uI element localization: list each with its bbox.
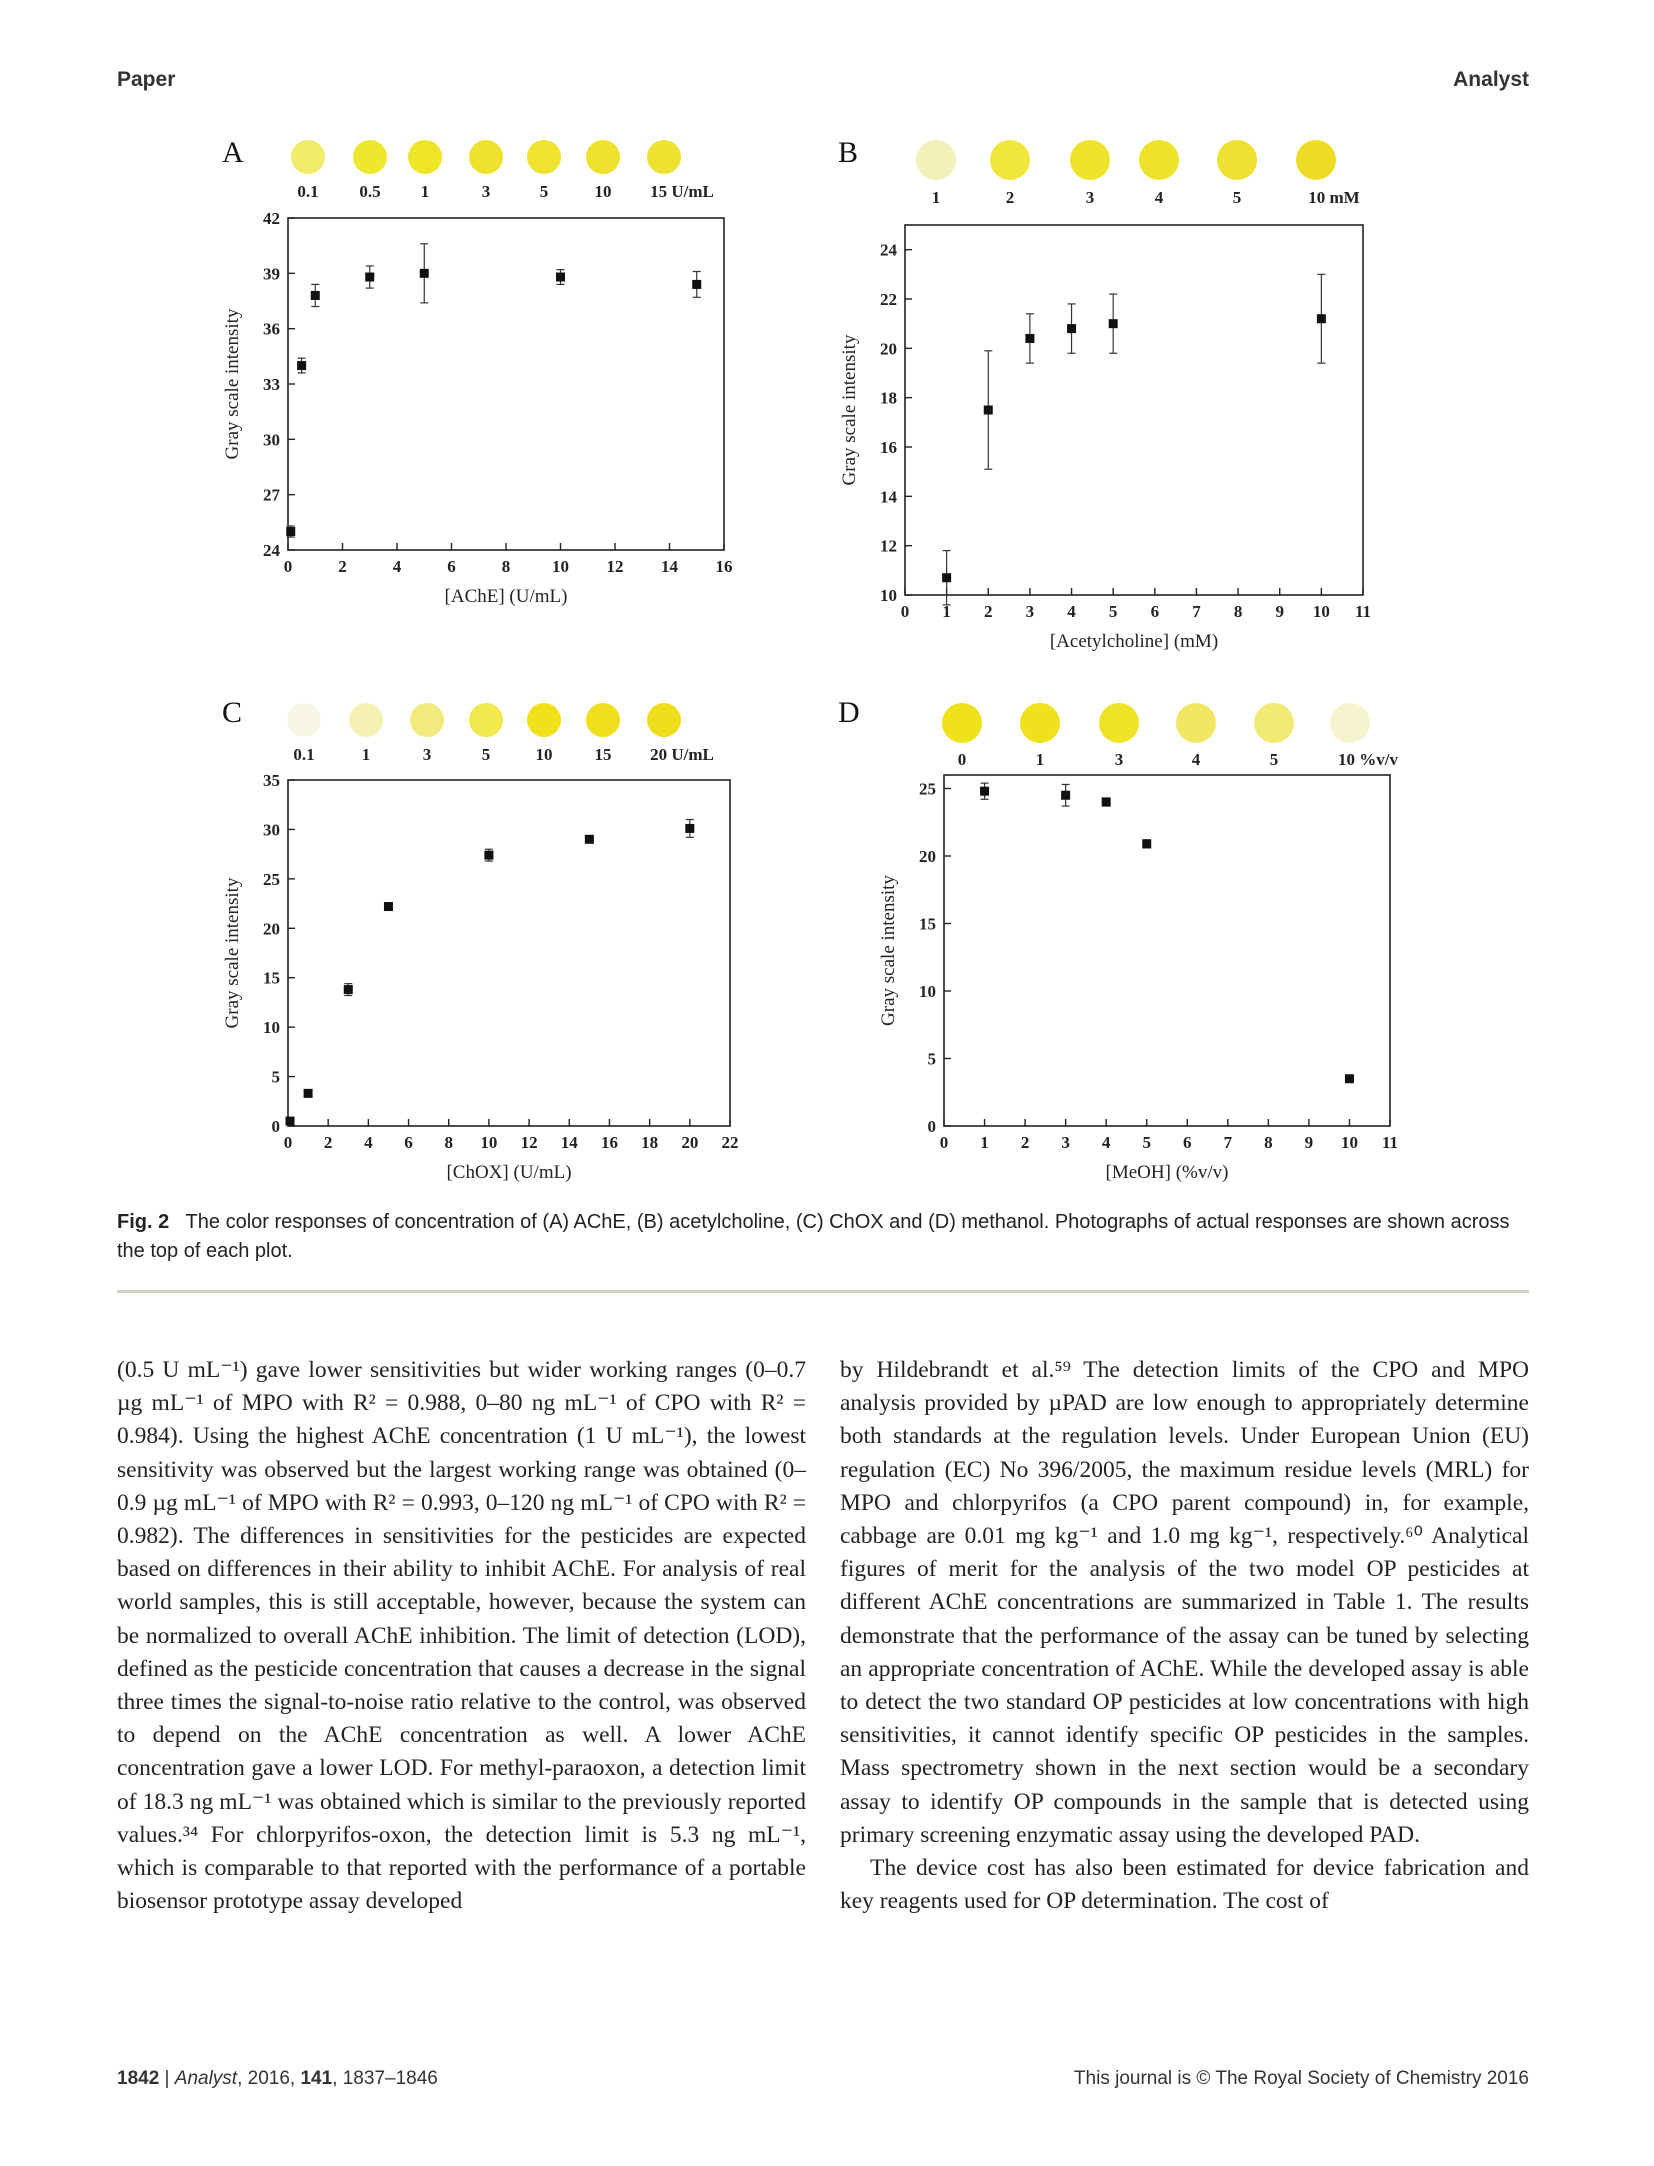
- x-tick-label: 9: [1304, 1133, 1314, 1152]
- x-tick-label: 8: [1264, 1133, 1273, 1152]
- x-tick-label: 2: [338, 557, 347, 576]
- swatch-label: 3: [481, 182, 491, 201]
- swatch-label: 3: [1114, 750, 1124, 769]
- x-tick-label: 20: [681, 1133, 699, 1152]
- swatch-label: 10 %v/v: [1338, 750, 1398, 769]
- data-point: [286, 1117, 295, 1126]
- x-tick-label: 4: [392, 557, 402, 576]
- caption-label: Fig. 2: [117, 1211, 170, 1233]
- body-paragraph: (0.5 U mL⁻¹) gave lower sensitivities but wider working ranges (0–0.7 µg mL⁻¹ of MPO with R² = 0.988, 0–80 ng mL⁻¹ of CPO with R² = 0.984). Using the highest AChE concentration (1 U mL⁻¹), the lowest sensitivity was observed but the largest working range was obtained (0–0.9 µg mL⁻¹ of MPO with R² = 0.993, 0–120 ng mL⁻¹ of CPO with R² = 0.982). The differences in sensitivities for the pesticides are expected based on differences in their ability to inhibit AChE. For analysis of real world samples, this is still acceptable, however, because the system can be normalized to overall AChE inhibition. The limit of detection (LOD), defined as the pesticide concentration that causes a decrease in the signal three times the signal-to-noise ratio relative to the control, was observed to depend on the AChE concentration as well. A lower AChE concentration gave a lower LOD. For methyl-paraoxon, a detection limit of 18.3 ng mL⁻¹ was obtained which is similar to the previously reported values.³⁴ For chlorpyrifos-oxon, the detection limit is 5.3 ng mL⁻¹, which is comparable to that reported with the performance of a portable biosensor prototype assay developed: [117, 1357, 806, 1915]
- y-axis-label: Gray scale intensity: [222, 877, 243, 1029]
- y-tick-label: 10: [880, 586, 897, 605]
- chart-panel-d: [838, 696, 1398, 1183]
- page-number: 1842: [117, 2068, 160, 2089]
- x-tick-label: 14: [661, 557, 678, 576]
- color-swatch: [353, 140, 387, 174]
- y-tick-label: 0: [927, 1117, 936, 1136]
- y-tick-label: 5: [927, 1049, 936, 1069]
- color-swatch: [1070, 140, 1110, 180]
- y-axis-label: Gray scale intensity: [222, 308, 243, 460]
- swatch-label: 5: [1232, 188, 1242, 207]
- x-tick-label: 10: [1312, 602, 1330, 621]
- y-tick-label: 15: [919, 914, 936, 934]
- x-tick-label: 8: [444, 1133, 453, 1152]
- data-point: [1067, 324, 1076, 333]
- y-tick-label: 24: [880, 240, 897, 260]
- y-tick-label: 12: [880, 536, 897, 556]
- y-tick-label: 0: [271, 1117, 280, 1136]
- x-tick-label: 10: [480, 1133, 498, 1152]
- swatch-label: 15: [594, 745, 612, 764]
- x-tick-label: 0: [939, 1133, 949, 1152]
- body-paragraph: The device cost has also been estimated for device fabrication and key reagents used for OP determination. The cost of: [840, 1855, 1529, 1915]
- footer-copyright: This journal is © The Royal Society of Chemistry 2016: [1073, 2068, 1529, 2089]
- running-header-right: Analyst: [1453, 68, 1529, 91]
- x-tick-label: 14: [560, 1133, 578, 1152]
- data-point: [484, 851, 493, 860]
- data-point: [585, 835, 594, 844]
- color-swatch: [1176, 703, 1216, 743]
- swatch-label: 10 mM: [1308, 188, 1360, 207]
- y-axis-label: Gray scale intensity: [839, 334, 860, 486]
- swatch-label: 1: [931, 188, 941, 207]
- swatch-label: 3: [1085, 188, 1095, 207]
- x-tick-label: 12: [606, 557, 624, 576]
- color-swatch: [916, 140, 956, 180]
- y-tick-label: 16: [880, 438, 897, 457]
- x-tick-label: 0: [900, 602, 910, 621]
- x-tick-label: 12: [520, 1133, 538, 1152]
- x-tick-label: 0: [283, 557, 293, 576]
- journal-name: Analyst: [174, 2068, 238, 2089]
- y-tick-label: 35: [263, 771, 280, 790]
- data-point: [1109, 319, 1118, 328]
- color-swatch: [586, 703, 620, 737]
- data-point: [685, 824, 694, 833]
- x-tick-label: 11: [1354, 602, 1372, 621]
- y-tick-label: 20: [880, 339, 897, 359]
- x-tick-label: 2: [1020, 1133, 1030, 1152]
- x-tick-label: 6: [1150, 602, 1160, 621]
- data-point: [980, 787, 989, 796]
- x-tick-label: 3: [1025, 602, 1035, 621]
- swatch-label: 5: [1269, 750, 1279, 769]
- color-swatch: [287, 703, 321, 737]
- color-swatch: [469, 140, 503, 174]
- x-tick-label: 8: [501, 557, 511, 576]
- color-swatch: [942, 703, 982, 743]
- color-swatch: [410, 703, 444, 737]
- x-tick-label: 16: [715, 557, 733, 576]
- y-tick-label: 30: [263, 430, 280, 450]
- data-point: [1142, 839, 1151, 848]
- data-point: [344, 985, 353, 994]
- swatch-label: 1: [1035, 750, 1045, 769]
- color-swatch: [291, 140, 325, 174]
- chart-panel-a: [222, 136, 733, 607]
- color-swatch: [349, 703, 383, 737]
- color-swatch: [1217, 140, 1257, 180]
- swatch-label: 5: [539, 182, 549, 201]
- caption-text: The color responses of concentration of (A) AChE, (B) acetylcholine, (C) ChOX and (D) methanol. Photographs of actual responses are shown across the top of each plot.: [117, 1211, 1510, 1262]
- x-tick-label: 8: [1233, 602, 1243, 621]
- data-point: [304, 1089, 313, 1098]
- color-swatch: [1139, 140, 1179, 180]
- data-point: [984, 406, 993, 415]
- x-tick-label: 10: [552, 557, 569, 576]
- data-point: [1061, 791, 1070, 800]
- x-tick-label: 16: [600, 1133, 618, 1152]
- y-axis-label: Gray scale intensity: [878, 875, 899, 1026]
- swatch-label: 1: [361, 745, 371, 764]
- x-tick-label: 4: [1101, 1133, 1111, 1152]
- y-tick-label: 33: [263, 375, 280, 394]
- data-point: [420, 269, 429, 278]
- y-tick-label: 15: [263, 968, 280, 988]
- swatch-label: 0: [957, 750, 967, 769]
- color-swatch: [990, 140, 1030, 180]
- x-tick-label: 7: [1223, 1133, 1233, 1152]
- x-tick-label: 22: [721, 1133, 739, 1152]
- x-tick-label: 10: [1340, 1133, 1358, 1152]
- panel-label: C: [222, 696, 243, 729]
- body-column-left: [117, 1354, 806, 1918]
- x-axis-label: [MeOH] (%v/v): [1105, 1162, 1229, 1183]
- data-point: [1102, 798, 1111, 807]
- color-swatch: [1099, 703, 1139, 743]
- y-tick-label: 10: [919, 982, 936, 1001]
- color-swatch: [1330, 703, 1370, 743]
- x-tick-label: 1: [942, 602, 951, 621]
- caption-divider: [117, 1290, 1529, 1293]
- x-tick-label: 6: [1183, 1133, 1192, 1152]
- color-swatch: [647, 703, 681, 737]
- x-tick-label: 11: [1381, 1133, 1399, 1152]
- y-tick-label: 42: [263, 209, 280, 228]
- swatch-label: 4: [1191, 750, 1201, 769]
- x-tick-label: 6: [447, 557, 456, 576]
- swatch-label: 20 U/mL: [650, 745, 714, 764]
- x-tick-label: 2: [323, 1133, 333, 1152]
- y-tick-label: 22: [880, 290, 897, 309]
- data-point: [942, 573, 951, 582]
- y-tick-label: 25: [263, 869, 280, 889]
- footer-citation: 1842 | Analyst, 2016, 141, 1837–1846: [117, 2068, 438, 2089]
- color-swatch: [527, 140, 561, 174]
- data-point: [297, 361, 306, 370]
- y-tick-label: 39: [263, 264, 280, 284]
- swatch-label: 5: [481, 745, 491, 764]
- color-swatch: [1254, 703, 1294, 743]
- x-tick-label: 5: [1108, 602, 1118, 621]
- y-tick-label: 36: [263, 319, 280, 339]
- swatch-label: 15 U/mL: [650, 182, 714, 201]
- x-axis-label: [AChE] (U/mL): [444, 586, 568, 607]
- x-tick-label: 4: [1067, 602, 1076, 621]
- data-point: [1025, 334, 1034, 343]
- y-tick-label: 20: [919, 847, 936, 866]
- data-point: [1317, 314, 1326, 323]
- y-tick-label: 24: [263, 541, 280, 560]
- color-swatch: [469, 703, 503, 737]
- x-tick-label: 7: [1192, 602, 1201, 621]
- data-point: [692, 280, 701, 289]
- y-tick-label: 5: [271, 1067, 280, 1087]
- citation-volume: 141: [300, 2068, 333, 2089]
- x-tick-label: 2: [984, 602, 993, 621]
- x-tick-label: 9: [1275, 602, 1284, 621]
- x-tick-label: 4: [364, 1133, 373, 1152]
- color-swatch: [527, 703, 561, 737]
- plot-frame: [288, 218, 724, 550]
- y-tick-label: 27: [263, 485, 280, 505]
- panel-label: B: [838, 136, 859, 169]
- swatch-label: 4: [1154, 188, 1164, 207]
- swatch-label: 3: [422, 745, 432, 764]
- citation-pages: , 1837–1846: [332, 2068, 438, 2089]
- swatch-label: 0.5: [359, 182, 381, 201]
- plot-frame: [288, 780, 730, 1126]
- data-point: [1345, 1074, 1354, 1083]
- chart-panel-b: [838, 136, 1371, 652]
- x-tick-label: 1: [980, 1133, 989, 1152]
- panel-label: D: [838, 696, 860, 729]
- swatch-label: 0.1: [297, 182, 319, 201]
- color-swatch: [408, 140, 442, 174]
- x-tick-label: 0: [283, 1133, 293, 1152]
- data-point: [556, 273, 565, 282]
- data-point: [311, 291, 320, 300]
- chart-panel-c: [222, 696, 739, 1183]
- plot-frame: [905, 225, 1363, 595]
- y-tick-label: 20: [263, 919, 280, 939]
- citation-year: , 2016,: [237, 2068, 301, 2089]
- color-swatch: [1020, 703, 1060, 743]
- x-tick-label: 5: [1142, 1133, 1151, 1152]
- y-tick-label: 25: [919, 779, 936, 799]
- figure-caption: [117, 1208, 1529, 1266]
- body-column-right: [840, 1354, 1529, 1918]
- swatch-label: 10: [535, 745, 553, 764]
- swatch-label: 1: [420, 182, 430, 201]
- swatch-label: 0.1: [293, 745, 315, 764]
- y-tick-label: 10: [263, 1018, 280, 1038]
- y-tick-label: 30: [263, 820, 280, 840]
- panel-label: A: [222, 136, 244, 169]
- color-swatch: [1296, 140, 1336, 180]
- x-tick-label: 3: [1061, 1133, 1070, 1152]
- swatch-label: 10: [594, 182, 612, 201]
- y-tick-label: 18: [880, 388, 897, 408]
- plot-frame: [944, 775, 1390, 1126]
- x-axis-label: [Acetylcholine] (mM): [1049, 631, 1219, 652]
- y-tick-label: 14: [880, 487, 897, 507]
- color-swatch: [647, 140, 681, 174]
- x-tick-label: 6: [404, 1133, 413, 1152]
- body-paragraph: by Hildebrandt et al.⁵⁹ The detection limits of the CPO and MPO analysis provided by µPAD are low enough to appropriately determine both standards at the regulation levels. Under European Union (EU) regulation (EC) No 396/2005, the maximum residue levels (MRL) for MPO and chlorpyrifos (a CPO parent compound) in, for example, cabbage are 0.01 mg kg⁻¹ and 1.0 mg kg⁻¹, respectively.⁶⁰ Analytical figures of merit for the analysis of the two model OP pesticides at different AChE concentrations are summarized in Table 1. The results demonstrate that the performance of the assay can be tuned by selecting an appropriate concentration of AChE. While the developed assay is able to detect the two standard OP pesticides at low concentrations with high sensitivities, it cannot identify specific OP pesticides in the samples. Mass spectrometry shown in the next section would be a secondary assay to identify OP compounds in the sample that is detected using primary screening enzymatic assay using the developed PAD.: [840, 1357, 1529, 1848]
- x-tick-label: 18: [641, 1133, 659, 1152]
- data-point: [286, 527, 295, 536]
- running-header-left: Paper: [117, 68, 176, 91]
- x-axis-label: [ChOX] (U/mL): [446, 1162, 572, 1183]
- data-point: [384, 902, 393, 911]
- swatch-label: 2: [1005, 188, 1015, 207]
- data-point: [365, 273, 374, 282]
- color-swatch: [586, 140, 620, 174]
